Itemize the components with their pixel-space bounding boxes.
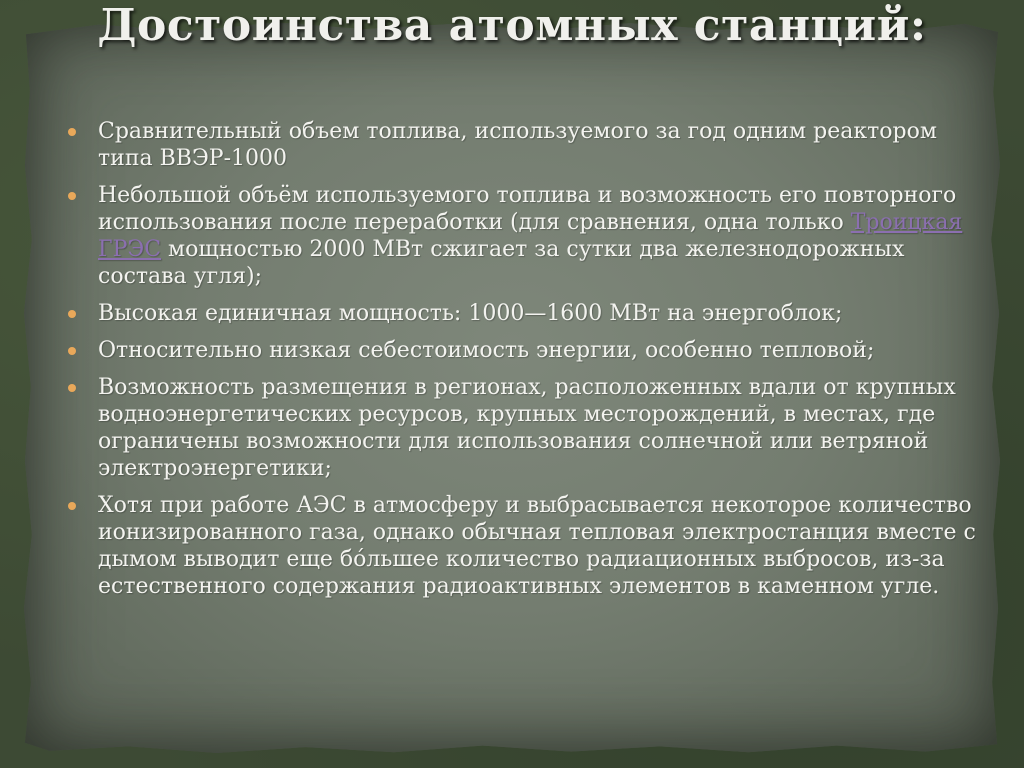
slide-title: Достоинства атомных станций: xyxy=(97,0,927,51)
bullet-item-placement xyxy=(66,374,986,482)
bullet-dot-icon xyxy=(68,502,76,510)
bullet-text: Хотя при работе АЭС в атмосферу и выбрасывается некоторое количество ионизированного газа, однако обычная тепловая электростанция вместе с дымом выводит еще бóльшее количество радиационных выбросов, из-за естественного содержания радиоактивных элементов в каменном угле. xyxy=(98,493,976,599)
bullet-dot-icon xyxy=(68,347,76,355)
bullet-list xyxy=(66,118,986,600)
bullet-text: Возможность размещения в регионах, расположенных вдали от крупных водноэнергетических ресурсов, крупных месторождений, в местах, где ограничены возможности для использования солнечной или ветряной электроэнергетики; xyxy=(98,375,956,481)
bullet-text: Высокая единичная мощность: 1000—1600 МВт на энергоблок; xyxy=(98,301,843,326)
bullet-dot-icon xyxy=(68,384,76,392)
bullet-dot-icon xyxy=(68,310,76,318)
slide-content xyxy=(66,118,986,610)
bullet-item-emissions xyxy=(66,492,986,600)
bullet-item-small-fuel xyxy=(66,182,986,290)
bullet-text-after-link: мощностью 2000 МВт сжигает за сутки два железнодорожных состава угля); xyxy=(98,237,905,289)
bullet-text: Сравнительный объем топлива, используемого за год одним реактором типа ВВЭР-1000 xyxy=(98,119,937,171)
bullet-text-before-link: Небольшой объём используемого топлива и возможность его повторного использования после переработки (для сравнения, одна только xyxy=(98,183,957,235)
bullet-item-fuel-volume xyxy=(66,118,986,172)
bullet-item-low-cost xyxy=(66,337,986,364)
bullet-item-unit-power xyxy=(66,300,986,327)
troitsk-gres-link[interactable]: Троицкая ГРЭС xyxy=(98,210,963,262)
bullet-dot-icon xyxy=(68,128,76,136)
bullet-text: Относительно низкая себестоимость энергии, особенно тепловой; xyxy=(98,338,875,363)
bullet-dot-icon xyxy=(68,192,76,200)
